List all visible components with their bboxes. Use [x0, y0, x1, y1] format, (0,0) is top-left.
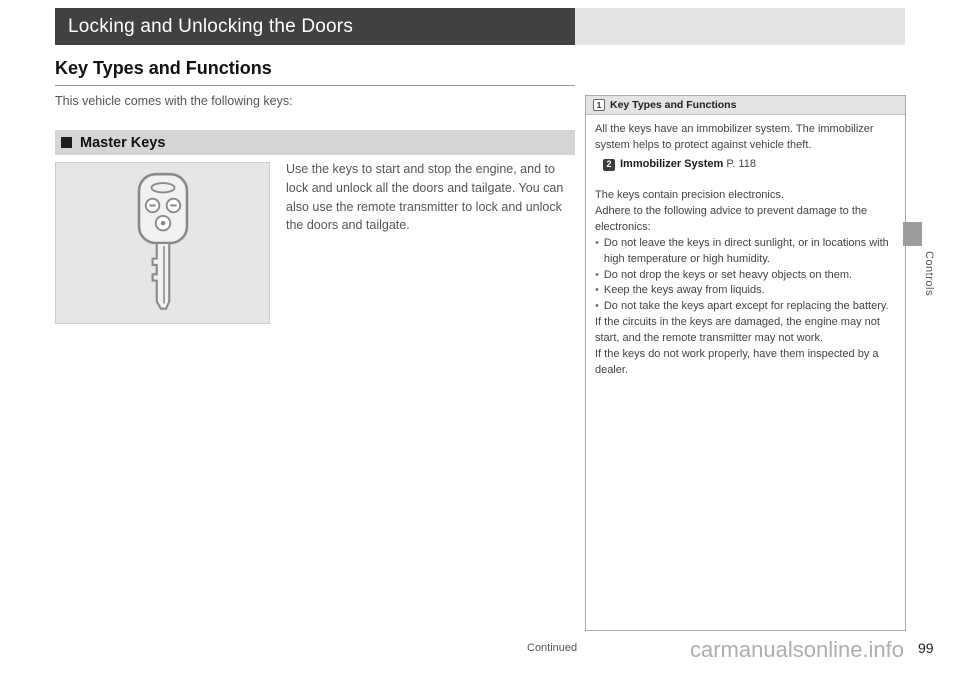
chapter-title: Locking and Unlocking the Doors: [68, 15, 354, 37]
bullet-icon: •: [595, 236, 599, 249]
square-bullet-icon: [61, 137, 72, 148]
sidebar-content: [586, 115, 905, 379]
list-item: • Do not take the keys apart except for replacing the battery.: [595, 299, 896, 315]
section-title: Key Types and Functions: [55, 58, 272, 78]
sidebar-paragraph: Adhere to the following advice to prevent damage to the electronics:: [595, 204, 868, 233]
reference-label: Immobilizer System: [620, 157, 724, 170]
spacer: [595, 173, 896, 188]
bullet-icon: •: [595, 300, 599, 313]
master-keys-body-text: Use the keys to start and stop the engine, and to lock and unlock all the doors and tailgate. You can also use the remote transmitter to lock and unlock the doors and tailgate.: [286, 162, 564, 233]
chapter-tab-label: Controls: [923, 251, 935, 296]
sidebar-header: [586, 96, 905, 115]
sidebar-paragraph: All the keys have an immobilizer system. The immobilizer system helps to protect against vehicle theft.: [595, 123, 874, 151]
list-item: • Do not leave the keys in direct sunlight, or in locations with high temperature or high humidity.: [595, 236, 896, 268]
key-figure: [55, 162, 270, 324]
reference-page: P. 118: [726, 157, 756, 170]
chapter-title-bar-extension: [575, 8, 905, 45]
chapter-tab-marker: [903, 222, 922, 246]
bullet-icon: •: [595, 268, 599, 281]
page-number: 99: [918, 640, 934, 656]
subsection-header-master-keys: [55, 130, 575, 155]
cross-reference: [603, 157, 896, 173]
watermark: carmanualsonline.info: [690, 637, 905, 662]
chapter-title-bar: [55, 8, 575, 45]
reference-number-icon: 2: [603, 159, 615, 171]
section-title-rule: [55, 85, 575, 86]
continued-label: Continued: [527, 642, 578, 654]
reference-sidebar: [585, 95, 906, 631]
list-item: • Do not drop the keys or set heavy objects on them.: [595, 268, 896, 284]
sidebar-paragraph: If the circuits in the keys are damaged, the engine may not start, and the remote transmitter may not work.: [595, 316, 880, 345]
list-item: • Keep the keys away from liquids.: [595, 283, 896, 299]
sidebar-paragraph: The keys contain precision electronics.: [595, 188, 784, 201]
sidebar-paragraph: If the keys do not work properly, have them inspected by a dealer.: [595, 348, 879, 377]
bullet-icon: •: [595, 284, 599, 297]
subsection-title: Master Keys: [80, 134, 166, 151]
intro-text: This vehicle comes with the following keys:: [55, 94, 293, 108]
note-number-icon: 1: [593, 99, 605, 111]
sidebar-header-title: Key Types and Functions: [610, 99, 737, 111]
master-key-illustration-icon: [113, 170, 213, 316]
